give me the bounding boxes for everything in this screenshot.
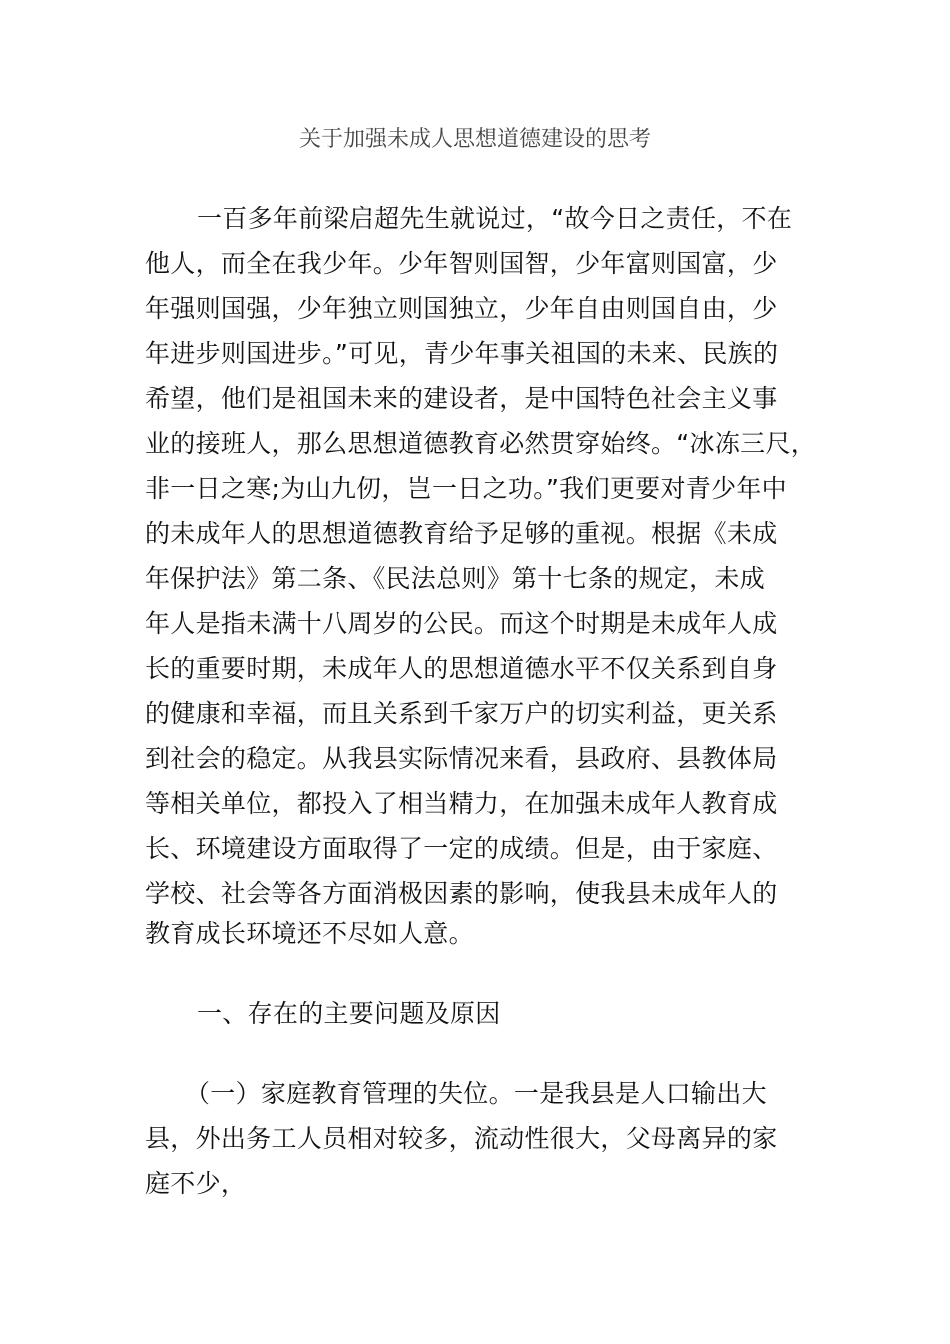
text-line: 一百多年前梁启超先生就说过，“故今日之责任，不在 [197, 204, 793, 233]
text-line: （一）家庭教育管理的失位。一是我县是人口输出大 [185, 1079, 767, 1108]
text-line: 的未成年人的思想道德教育给予足够的重视。根据《未成 [145, 519, 778, 548]
text-line: 教育成长环境还不尽如人意。 [145, 919, 474, 948]
text-line: 长的重要时期，未成年人的思想道德水平不仅关系到自身 [145, 654, 778, 683]
text-line: 到社会的稳定。从我县实际情况来看，县政府、县教体局 [145, 744, 778, 773]
section-heading: 一、存在的主要问题及原因 [197, 999, 501, 1028]
text-line: 县，外出务工人员相对较多，流动性很大，父母离异的家 [145, 1124, 778, 1153]
text-line: 的健康和幸福，而且关系到千家万户的切实利益，更关系 [145, 699, 778, 728]
text-line: 业的接班人，那么思想道德教育必然贯穿始终。“冰冻三尺， [145, 429, 817, 458]
text-line: 年保护法》第二条、《民法总则》第十七条的规定，未成 [145, 564, 766, 593]
text-line: 年强则国强，少年独立则国独立，少年自由则国自由，少 [145, 294, 778, 323]
text-line: 庭不少， [145, 1169, 247, 1198]
text-line: 他人，而全在我少年。少年智则国智，少年富则国富，少 [145, 249, 778, 278]
text-line: 等相关单位，都投入了相当精力，在加强未成年人教育成 [145, 789, 778, 818]
document-title: 关于加强未成人思想道德建设的思考 [298, 127, 651, 152]
text-line: 年进步则国进步。”可见，青少年事关祖国的未来、民族的 [145, 339, 779, 368]
text-line: 学校、社会等各方面消极因素的影响，使我县未成年人的 [145, 879, 778, 908]
text-line: 长、环境建设方面取得了一定的成绩。但是，由于家庭、 [145, 834, 778, 863]
text-line: 年人是指未满十八周岁的公民。而这个时期是未成年人成 [145, 609, 778, 638]
text-line: 非一日之寒;为山九仞，岂一日之功。”我们更要对青少年中 [145, 474, 787, 503]
text-line: 希望，他们是祖国未来的建设者，是中国特色社会主义事 [145, 384, 778, 413]
